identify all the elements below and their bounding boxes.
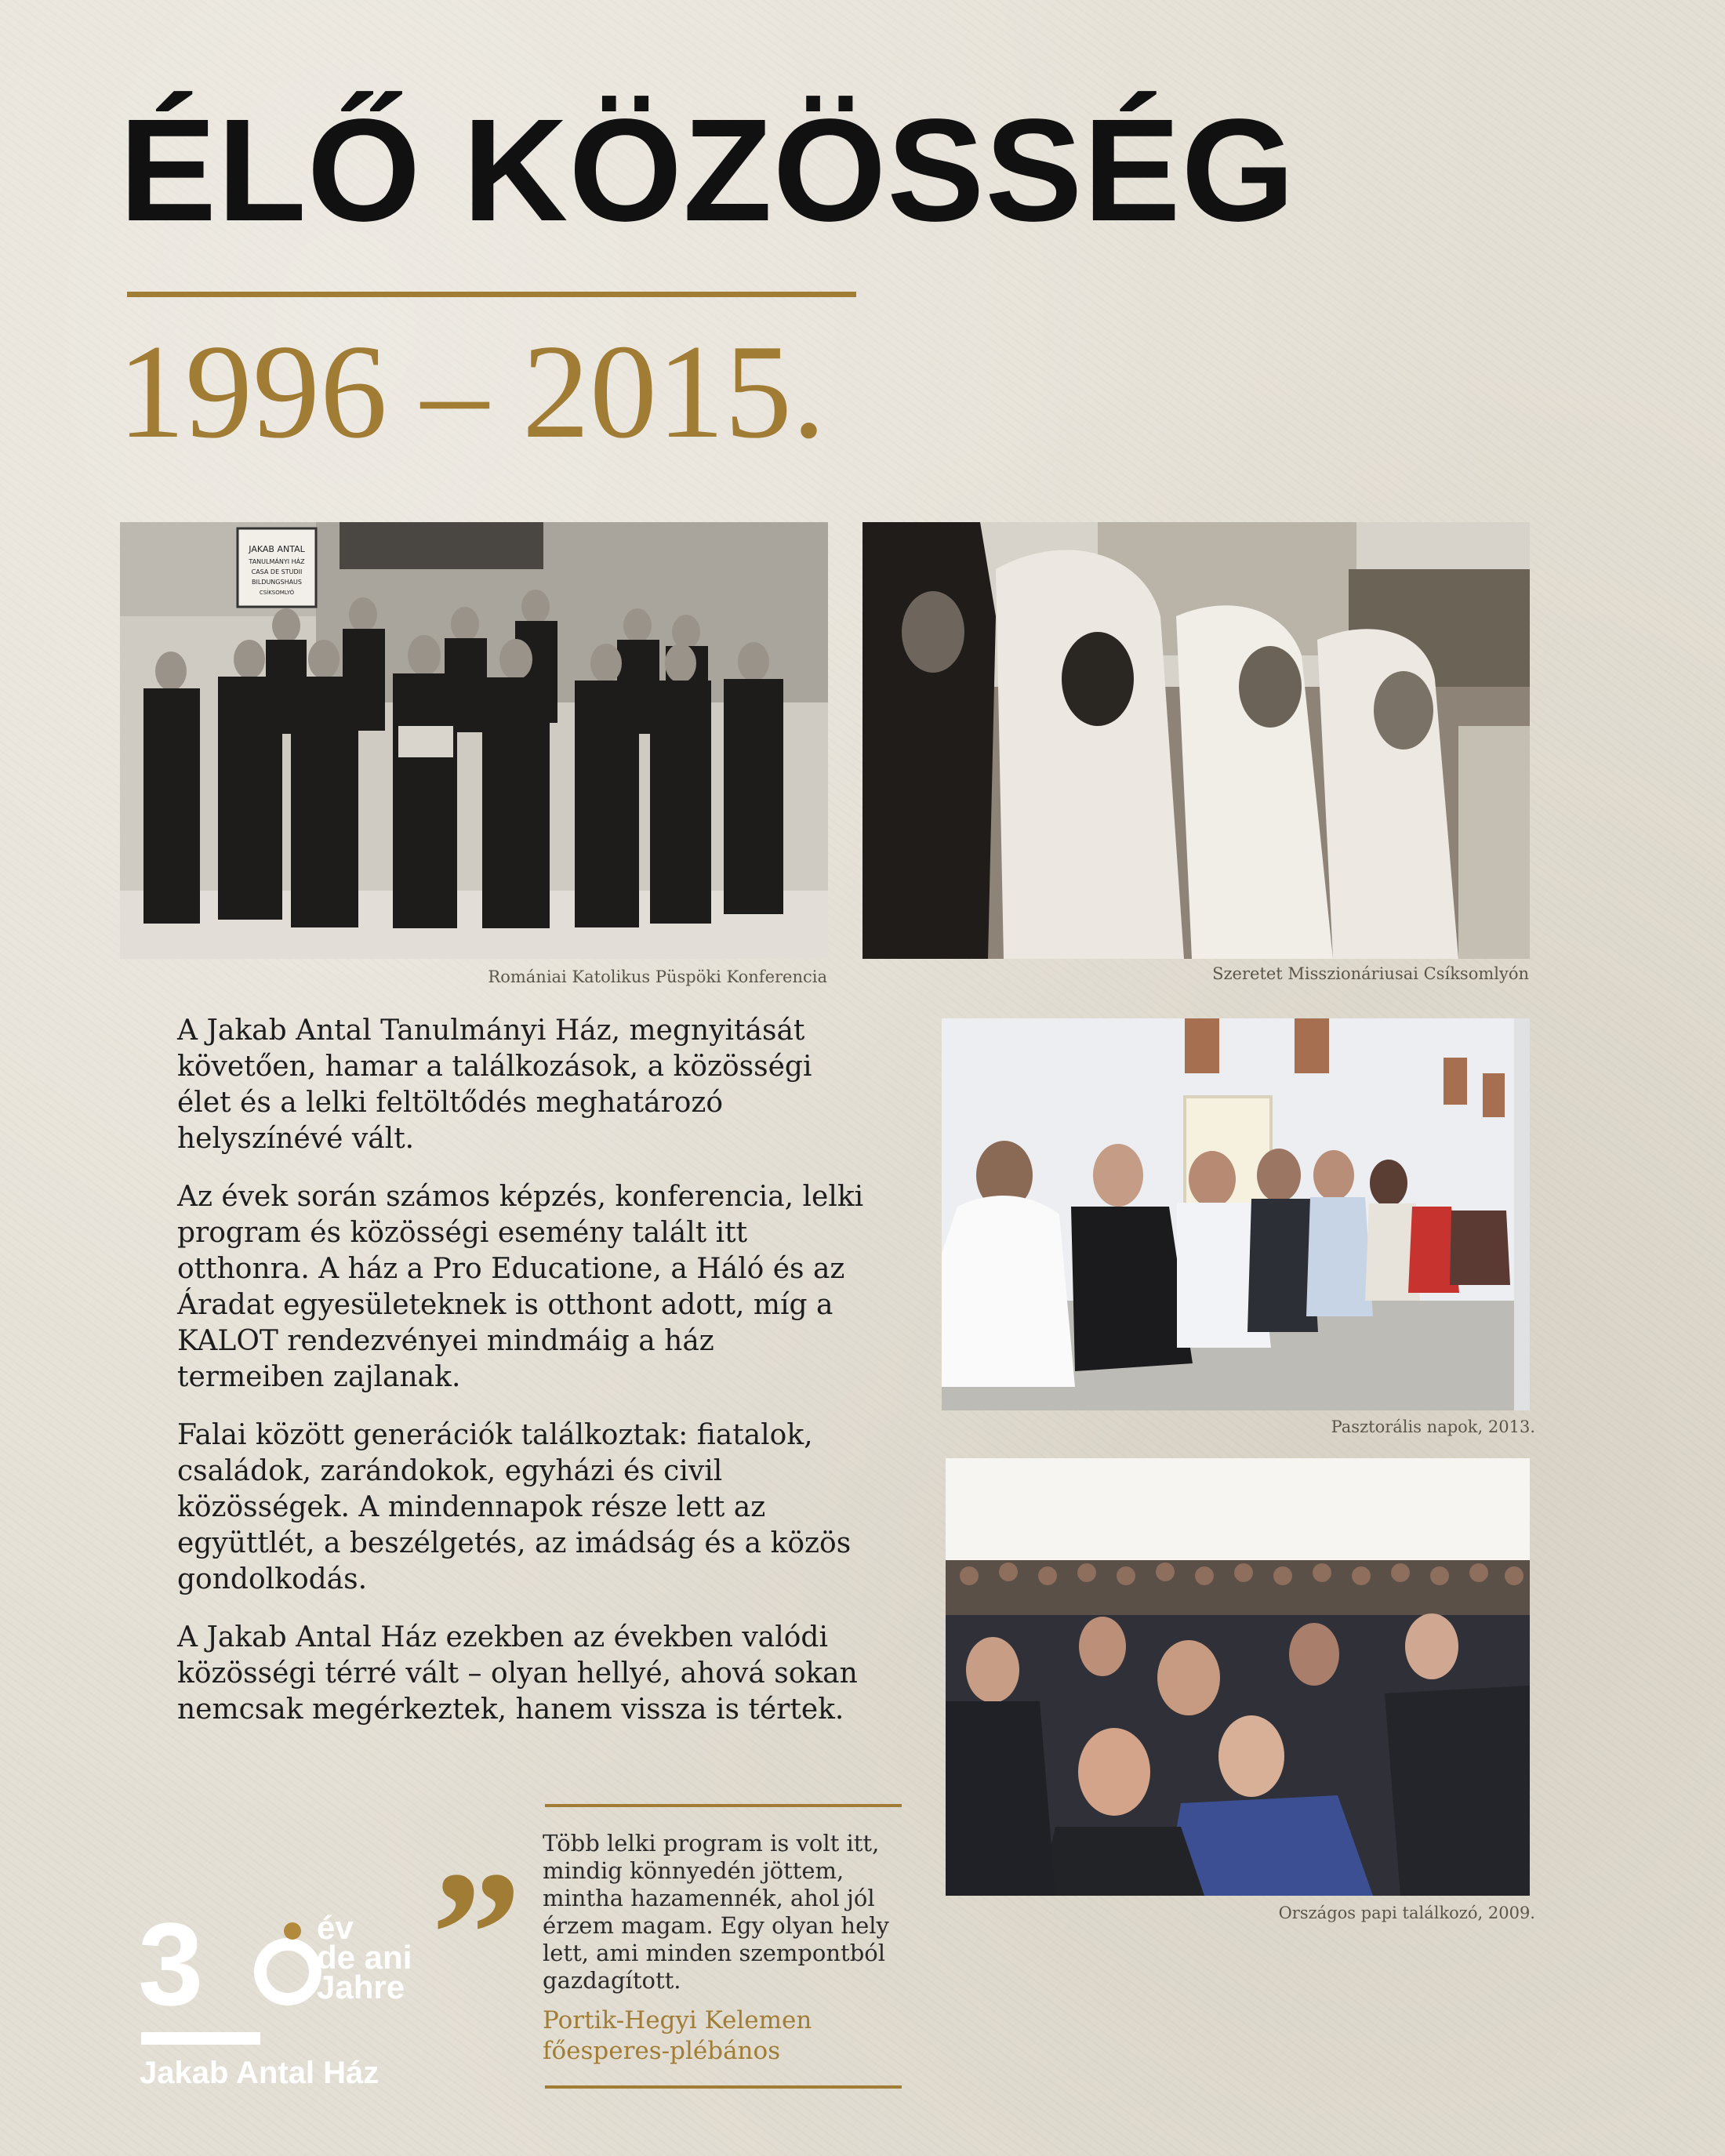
- svg-text:CSÍKSOMLYÓ: CSÍKSOMLYÓ: [259, 590, 295, 596]
- photo-caption: Pasztorális napok, 2013.: [1331, 1417, 1535, 1436]
- anniversary-logo: [138, 1898, 452, 2101]
- photo-pastoral-days: [942, 1018, 1530, 1410]
- year-range: 1996 – 2015.: [118, 318, 826, 466]
- logo-accent-dot: [284, 1922, 301, 1940]
- svg-text:TANULMÁNYI HÁZ: TANULMÁNYI HÁZ: [249, 558, 305, 565]
- testimonial-text: Több lelki program is volt itt, mindig könnyedén jöttem, mintha hazamennék, ahol jól érzem magam. Egy olyan hely lett, ami minden szempontból gazdagított.: [543, 1830, 889, 1994]
- logo-years-languages: [317, 1909, 412, 2005]
- photo-caption: Romániai Katolikus Püspöki Konferencia: [488, 967, 827, 986]
- title-divider: [127, 292, 856, 297]
- logo-lang-hu: év: [317, 1909, 354, 1946]
- quote-rule-top: [545, 1804, 902, 1807]
- logo-lang-de: Jahre: [317, 1969, 405, 2005]
- body-paragraph: A Jakab Antal Ház ezekben az években valódi közösségi térré vált – olyan hellyé, ahová sokan nemcsak megérkeztek, hanem vissza is tértek.: [177, 1621, 858, 1726]
- svg-text:BILDUNGSHAUS: BILDUNGSHAUS: [251, 579, 303, 586]
- body-paragraph: Az évek során számos képzés, konferencia, lelki program és közösségi esemény talált itt otthonra. A ház a Pro Educatione, a Háló és az Áradat egyesületeknek is otthont adott, míg a KALOT rendezvényei mindmáig a ház termeiben zajlanak.: [177, 1181, 864, 1393]
- body-text: [177, 1013, 867, 1750]
- logo-underline-bar: [141, 2032, 260, 2045]
- logo-number: 3: [138, 1898, 201, 2030]
- svg-text:JAKAB ANTAL: JAKAB ANTAL: [249, 544, 305, 554]
- logo-lang-ro: de ani: [317, 1939, 412, 1976]
- photo-bishops-conference: [120, 522, 828, 959]
- body-paragraph: A Jakab Antal Tanulmányi Ház, megnyitását követően, hamar a találkozások, a közösségi élet és a lelki feltöltődés meghatározó helyszínévé vált.: [177, 1014, 812, 1155]
- quote-rule-bottom: [545, 2085, 902, 2089]
- author-name: Portik-Hegyi Kelemen: [543, 2006, 812, 2034]
- body-paragraph: Falai között generációk találkoztak: fiatalok, családok, zarándokok, egyházi és civil közösségek. A mindennapok része lett az együttlét, a beszélgetés, az imádság és a közös gondolkodás.: [177, 1419, 852, 1595]
- page-title: ÉLŐ KÖZÖSSÉG: [119, 89, 1296, 252]
- photo-caption: Szeretet Misszionáriusai Csíksomlyón: [1212, 964, 1529, 983]
- quote-mark: „: [433, 1740, 523, 1940]
- author-title: főesperes-plébános: [543, 2037, 781, 2065]
- logo-house-name: Jakab Antal Ház: [140, 2056, 380, 2090]
- logo-zero-ring: [254, 1938, 321, 2005]
- svg-text:CASA DE STUDII: CASA DE STUDII: [251, 568, 303, 575]
- photo-caption: Országos papi találkozó, 2009.: [1278, 1904, 1535, 1922]
- photo-priests-meeting: [946, 1458, 1530, 1896]
- photo-missionaries: [862, 522, 1530, 959]
- testimonial-author: [543, 2005, 911, 2067]
